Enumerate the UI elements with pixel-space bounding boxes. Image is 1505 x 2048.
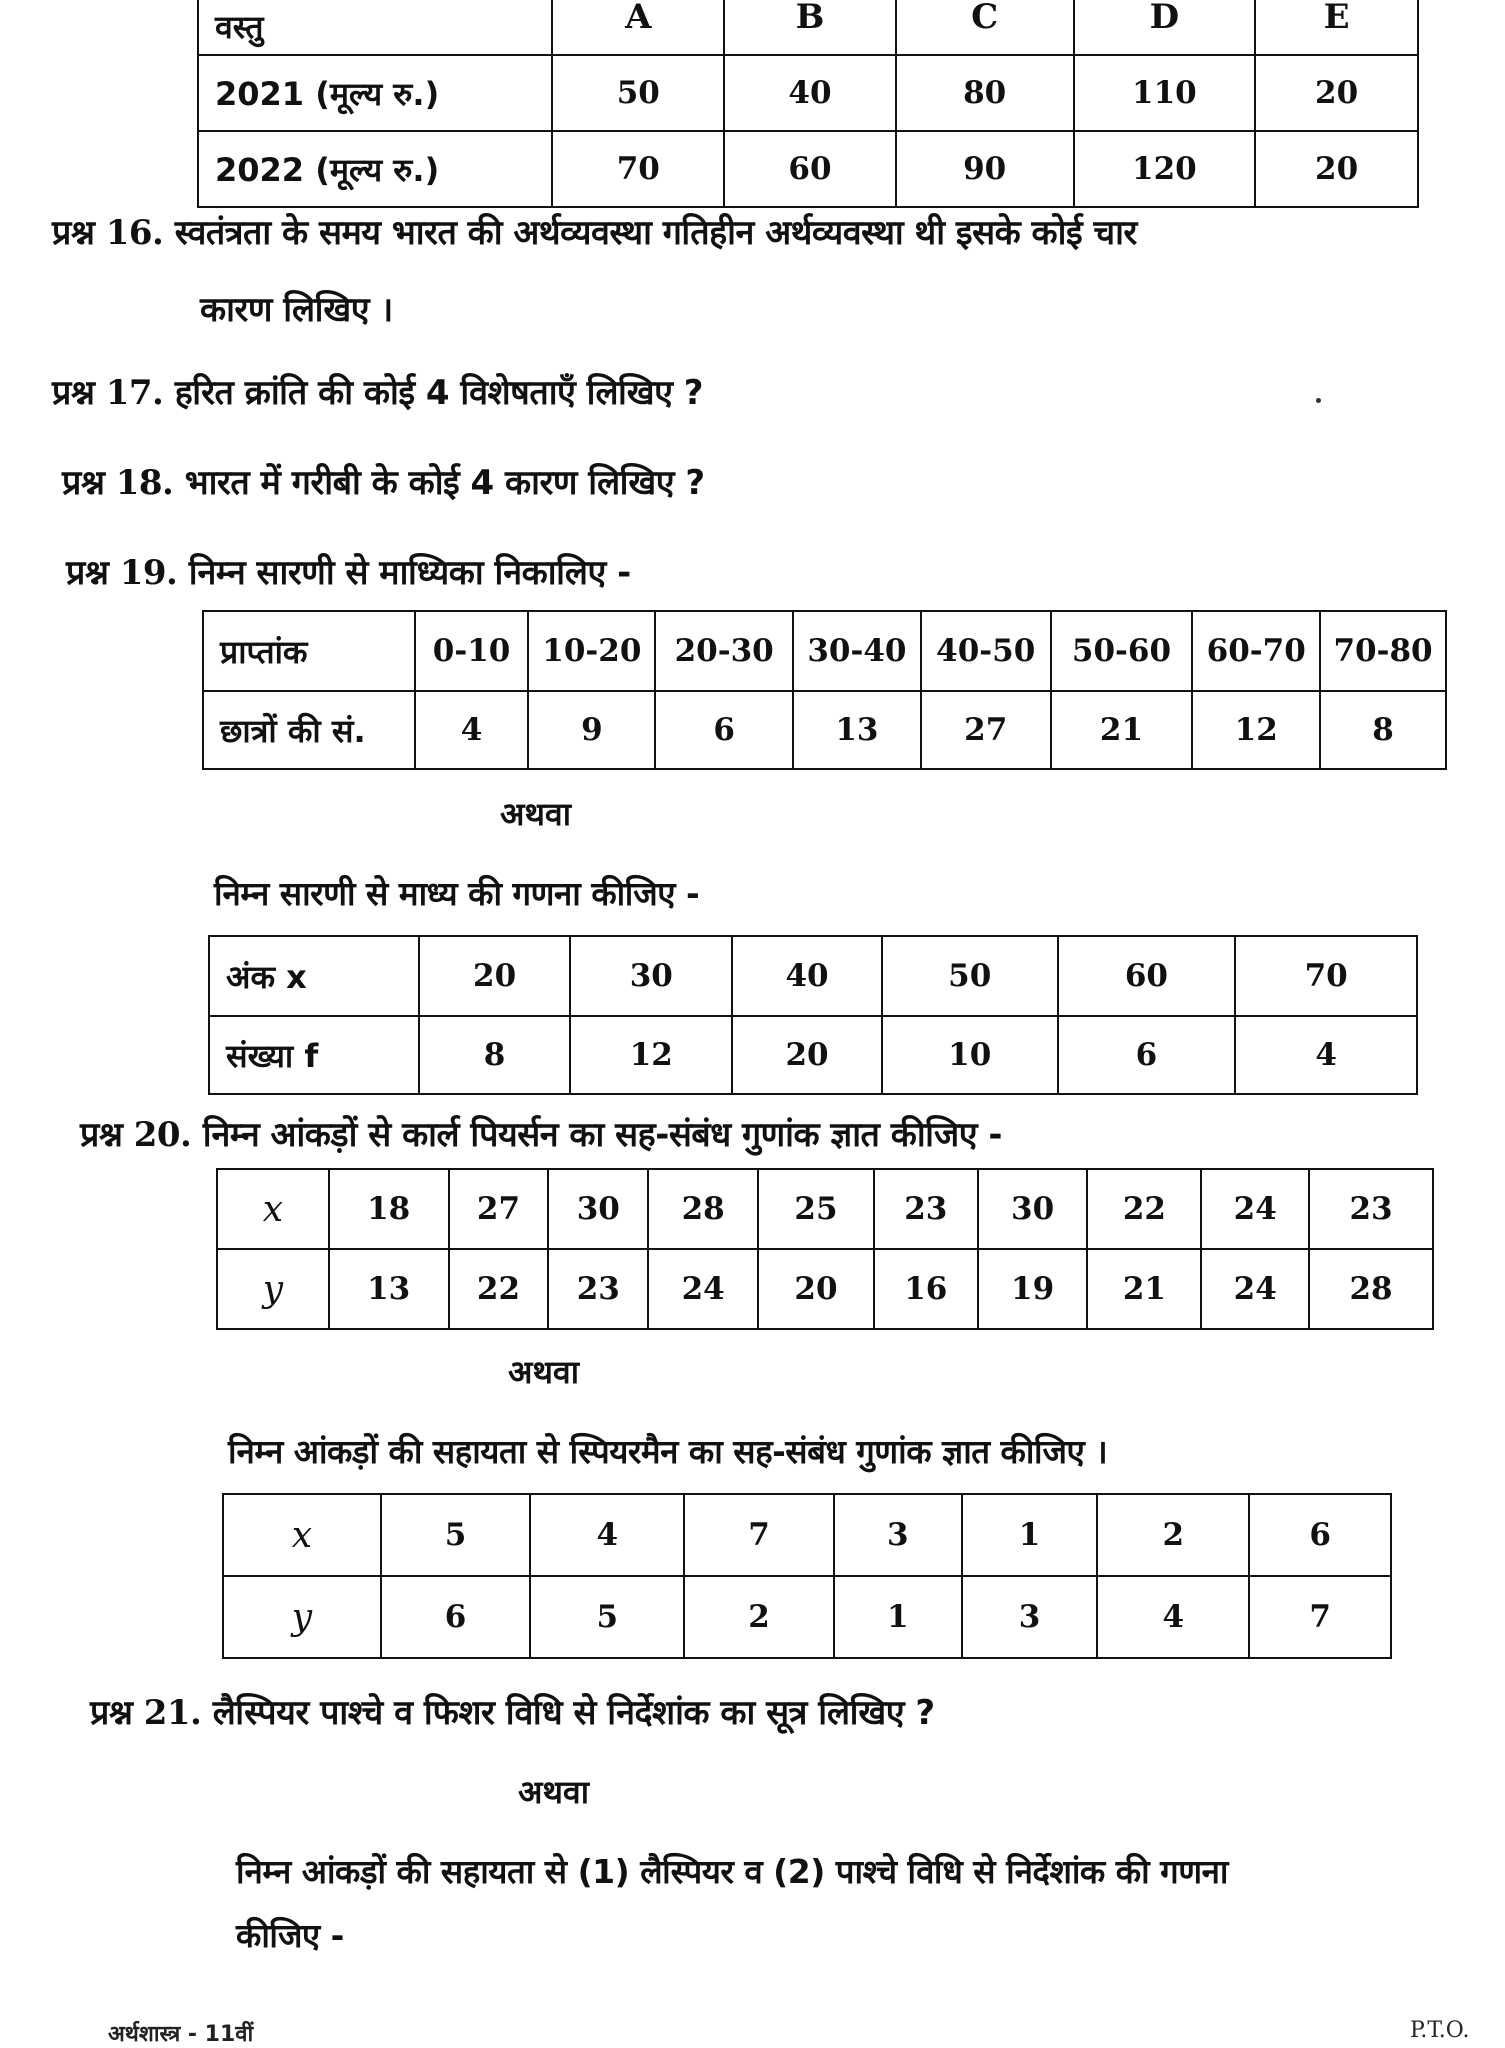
cell: 25 bbox=[758, 1169, 874, 1249]
header-cell: C bbox=[896, 0, 1074, 55]
header-cell: A bbox=[552, 0, 724, 55]
cell: 1 bbox=[962, 1494, 1098, 1576]
cell: 30 bbox=[570, 936, 732, 1016]
cell: 28 bbox=[648, 1169, 758, 1249]
cell: 2 bbox=[1097, 1494, 1249, 1576]
row-label: y bbox=[217, 1249, 329, 1329]
cell: 70 bbox=[552, 131, 724, 207]
cell: 23 bbox=[874, 1169, 978, 1249]
question-text: हरित क्रांति की कोई 4 विशेषताएँ लिखिए ? bbox=[174, 373, 703, 413]
cell: 30-40 bbox=[793, 611, 921, 691]
cell: 16 bbox=[874, 1249, 978, 1329]
speck bbox=[1316, 398, 1321, 403]
question-17 bbox=[52, 368, 703, 414]
cell: 21 bbox=[1087, 1249, 1201, 1329]
cell: 27 bbox=[449, 1169, 549, 1249]
question-21 bbox=[90, 1688, 935, 1734]
cell: 3 bbox=[834, 1494, 962, 1576]
cell: 28 bbox=[1309, 1249, 1433, 1329]
cell: 120 bbox=[1074, 131, 1256, 207]
cell: 23 bbox=[1309, 1169, 1433, 1249]
question-21-alternative: निम्न आंकड़ों की सहायता से (1) लैस्पियर व (2) पाश्चे विधि से निर्देशांक की गणना bbox=[236, 1852, 1228, 1891]
or-label: अथवा bbox=[500, 795, 571, 833]
question-21-alternative-continued: कीजिए - bbox=[236, 1916, 344, 1955]
cell: 30 bbox=[548, 1169, 648, 1249]
cell: 60-70 bbox=[1192, 611, 1320, 691]
question-number: प्रश्न 20. bbox=[80, 1115, 192, 1155]
question-number: प्रश्न 18. bbox=[62, 463, 174, 503]
question-text: निम्न सारणी से माध्यिका निकालिए - bbox=[188, 553, 631, 593]
cell: 80 bbox=[896, 55, 1074, 131]
question-19-alternative: निम्न सारणी से माध्य की गणना कीजिए - bbox=[214, 874, 700, 913]
cell: 7 bbox=[1249, 1576, 1391, 1658]
cell: 90 bbox=[896, 131, 1074, 207]
cell: 110 bbox=[1074, 55, 1256, 131]
cell: 24 bbox=[648, 1249, 758, 1329]
pearson-table bbox=[216, 1168, 1434, 1330]
cell: 3 bbox=[962, 1576, 1098, 1658]
row-label-text: संख्या f bbox=[226, 1036, 319, 1075]
cell: 6 bbox=[1249, 1494, 1391, 1576]
cell: 23 bbox=[548, 1249, 648, 1329]
spearman-table bbox=[222, 1493, 1392, 1659]
header-cell: B bbox=[724, 0, 896, 55]
header-cell: E bbox=[1255, 0, 1418, 55]
question-20 bbox=[80, 1110, 1002, 1156]
cell: 0-10 bbox=[415, 611, 529, 691]
row-label-text: अंक x bbox=[226, 957, 307, 996]
cell: 6 bbox=[655, 691, 793, 769]
cell: 2 bbox=[684, 1576, 834, 1658]
cell: 10 bbox=[882, 1016, 1058, 1094]
cell: 50 bbox=[882, 936, 1058, 1016]
cell: 6 bbox=[1058, 1016, 1236, 1094]
cell: 4 bbox=[1097, 1576, 1249, 1658]
cell: 50-60 bbox=[1051, 611, 1193, 691]
cell: 60 bbox=[1058, 936, 1236, 1016]
cell: 5 bbox=[530, 1576, 684, 1658]
footer-subject: अर्थशास्त्र - 11वीं bbox=[108, 2022, 254, 2047]
cell: 20 bbox=[1255, 55, 1418, 131]
row-label: छात्रों की सं. bbox=[203, 691, 415, 769]
table-row bbox=[198, 131, 1418, 207]
row-label: x bbox=[217, 1169, 329, 1249]
cell: 9 bbox=[528, 691, 655, 769]
cell: 60 bbox=[724, 131, 896, 207]
cell: 5 bbox=[381, 1494, 531, 1576]
cell: 20 bbox=[732, 1016, 882, 1094]
cell: 40 bbox=[732, 936, 882, 1016]
cell: 22 bbox=[449, 1249, 549, 1329]
header-cell: वस्तु bbox=[198, 0, 552, 55]
cell: 18 bbox=[329, 1169, 449, 1249]
question-19 bbox=[66, 548, 631, 594]
question-number: प्रश्न 21. bbox=[90, 1693, 202, 1733]
question-number: प्रश्न 19. bbox=[66, 553, 178, 593]
footer-pto: P.T.O. bbox=[1410, 2018, 1470, 2043]
cell: 8 bbox=[419, 1016, 571, 1094]
cell: 24 bbox=[1201, 1169, 1309, 1249]
question-text: लैस्पियर पाश्चे व फिशर विधि से निर्देशांक का सूत्र लिखिए ? bbox=[212, 1693, 935, 1733]
table-row bbox=[198, 55, 1418, 131]
question-16-continued: कारण लिखिए । bbox=[200, 290, 393, 330]
cell: 40-50 bbox=[921, 611, 1051, 691]
cell: 20 bbox=[419, 936, 571, 1016]
row-label: x bbox=[223, 1494, 381, 1576]
cell: 12 bbox=[1192, 691, 1320, 769]
cell: 70-80 bbox=[1320, 611, 1446, 691]
cell: 20-30 bbox=[655, 611, 793, 691]
row-label: 2022 (मूल्य रु.) bbox=[198, 131, 552, 207]
question-number: प्रश्न 16. bbox=[52, 213, 164, 253]
cell: 19 bbox=[978, 1249, 1088, 1329]
row-label: प्राप्तांक bbox=[203, 611, 415, 691]
cell: 4 bbox=[415, 691, 529, 769]
question-18 bbox=[62, 458, 705, 504]
question-text: स्वतंत्रता के समय भारत की अर्थव्यवस्था गतिहीन अर्थव्यवस्था थी इसके कोई चार bbox=[174, 213, 1137, 253]
mean-table bbox=[208, 935, 1418, 1095]
cell: 12 bbox=[570, 1016, 732, 1094]
row-label bbox=[209, 936, 419, 1016]
cell: 50 bbox=[552, 55, 724, 131]
question-text: निम्न आंकड़ों से कार्ल पियर्सन का सह-संबंध गुणांक ज्ञात कीजिए - bbox=[202, 1115, 1002, 1155]
question-20-alternative: निम्न आंकड़ों की सहायता से स्पियरमैन का सह-संबंध गुणांक ज्ञात कीजिए । bbox=[228, 1432, 1108, 1471]
cell: 21 bbox=[1051, 691, 1193, 769]
cell: 4 bbox=[1235, 1016, 1417, 1094]
cell: 10-20 bbox=[528, 611, 655, 691]
cell: 20 bbox=[1255, 131, 1418, 207]
cell: 7 bbox=[684, 1494, 834, 1576]
question-number: प्रश्न 17. bbox=[52, 373, 164, 413]
cell: 20 bbox=[758, 1249, 874, 1329]
cell: 30 bbox=[978, 1169, 1088, 1249]
price-table bbox=[197, 0, 1419, 208]
header-cell: D bbox=[1074, 0, 1256, 55]
question-16 bbox=[52, 208, 1137, 254]
cell: 40 bbox=[724, 55, 896, 131]
cell: 70 bbox=[1235, 936, 1417, 1016]
cell: 6 bbox=[381, 1576, 531, 1658]
cell: 8 bbox=[1320, 691, 1446, 769]
question-text: भारत में गरीबी के कोई 4 कारण लिखिए ? bbox=[184, 463, 705, 503]
or-label: अथवा bbox=[518, 1773, 589, 1811]
cell: 4 bbox=[530, 1494, 684, 1576]
or-label: अथवा bbox=[508, 1353, 579, 1391]
cell: 1 bbox=[834, 1576, 962, 1658]
cell: 27 bbox=[921, 691, 1051, 769]
row-label bbox=[209, 1016, 419, 1094]
cell: 13 bbox=[793, 691, 921, 769]
row-label: 2021 (मूल्य रु.) bbox=[198, 55, 552, 131]
cell: 22 bbox=[1087, 1169, 1201, 1249]
row-label: y bbox=[223, 1576, 381, 1658]
cell: 24 bbox=[1201, 1249, 1309, 1329]
cell: 13 bbox=[329, 1249, 449, 1329]
median-table bbox=[202, 610, 1447, 770]
